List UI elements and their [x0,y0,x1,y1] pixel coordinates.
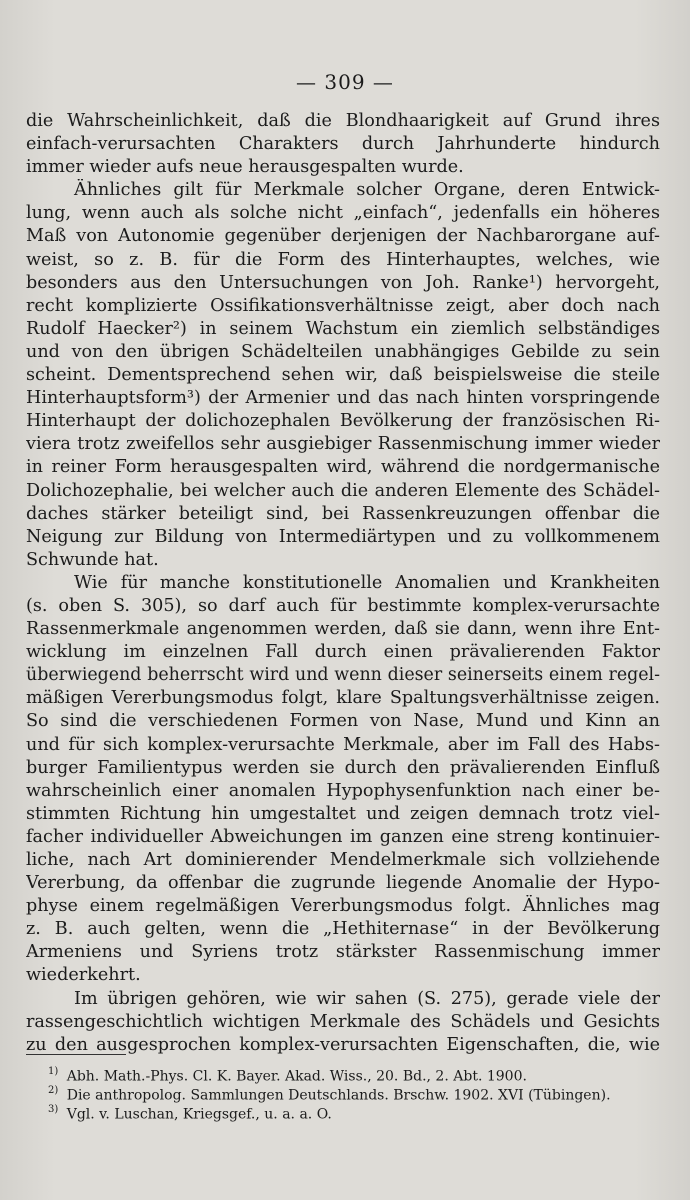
footnote-text: Die anthropolog. Sammlungen Deutschlands. Brschw. 1902. XVI (Tübingen). [66,1087,611,1104]
text-line: und von den übrigen Schädelteilen unabhängiges Gebilde zu sein [26,341,660,362]
footnote [48,1082,648,1104]
text-line: facher individueller Abweichungen im ganzen eine streng kontinuier- [26,826,660,847]
text-line: Hinterhauptsform³) der Armenier und das nach hinten vorspringende [26,388,660,409]
text-line: viera trotz zweifellos sehr ausgiebiger Rassenmischung immer wieder [26,434,660,455]
text-line: (s. oben S. 305), so darf auch für bestimmte komplex-verursachte [26,595,660,616]
text-line: mäßigen Vererbungsmodus folgt, klare Spaltungsverhältnisse zeigen. [26,688,660,709]
text-line: wiederkehrt. [26,965,141,986]
text-line: daches stärker beteiligt sind, bei Rassenkreuzungen offenbar die [26,503,660,524]
text-line: in reiner Form herausgespalten wird, während die nordgermanische [26,457,660,478]
text-line: Rudolf Haecker²) in seinem Wachstum ein ziemlich selbständiges [26,318,660,339]
footnote-mark: 3) [48,1104,59,1115]
text-line: Wie für manche konstitutionelle Anomalien und Krankheiten [74,572,660,593]
text-line: wahrscheinlich einer anomalen Hypophysenfunktion nach einer be- [26,780,660,801]
text-line: Schwunde hat. [26,549,159,570]
footnote-divider [26,1054,126,1055]
text-line: besonders aus den Untersuchungen von Joh. Ranke¹) hervorgeht, [26,272,660,293]
text-line: Armeniens und Syriens trotz stärkster Rassenmischung immer [26,942,660,963]
text-line: Ähnliches gilt für Merkmale solcher Organe, deren Entwick- [74,180,660,201]
text-line: liche, nach Art dominierender Mendelmerkmale sich vollziehende [26,850,660,870]
text-line: Neigung zur Bildung von Intermediärtypen und zu vollkommenem [26,526,660,547]
text-line: So sind die verschiedenen Formen von Nase, Mund und Kinn an [26,711,660,732]
page-number: — 309 — [296,70,394,94]
text-line: physe einem regelmäßigen Vererbungsmodus folgt. Ähnliches mag [26,896,660,917]
text-line: recht komplizierte Ossifikationsverhältnisse zeigt, aber doch nach [26,295,660,316]
text-line: rassengeschichtlich wichtigen Merkmale des Schädels und Gesichts [26,1011,660,1032]
footnote-text: Abh. Math.-Phys. Cl. K. Bayer. Akad. Wiss., 20. Bd., 2. Abt. 1900. [66,1068,527,1085]
text-line: Maß von Autonomie gegenüber derjenigen der Nachbarorgane auf- [26,226,660,247]
body-text [26,110,660,1057]
text-line: z. B. auch gelten, wenn die „Hethiternase“ in der Bevölkerung [26,919,660,940]
footnote-text: Vgl. v. Luschan, Kriegsgef., u. a. a. O. [66,1106,332,1123]
text-line: scheint. Dementsprechend sehen wir, daß beispielsweise die steile [26,365,660,386]
text-line: stimmten Richtung hin umgestaltet und zeigen demnach trotz viel- [26,803,660,824]
text-line: Hinterhaupt der dolichozephalen Bevölkerung der französischen Ri- [26,411,660,432]
text-line: Rassenmerkmale angenommen werden, daß sie dann, wenn ihre Ent- [26,619,660,640]
text-line: Vererbung, da offenbar die zugrunde liegende Anomalie der Hypo- [26,873,660,894]
text-line: burger Familientypus werden sie durch den prävalierenden Einfluß [26,757,660,778]
text-line: Dolichozephalie, bei welcher auch die anderen Elemente des Schädel- [26,480,660,501]
text-line: immer wieder aufs neue herausgespalten wurde. [26,157,464,178]
footnote [48,1063,648,1085]
text-line: überwiegend beherrscht wird und wenn dieser seinerseits einem regel- [26,665,660,686]
text-line: wicklung im einzelnen Fall durch einen prävalierenden Faktor [26,642,660,663]
text-line: einfach-verursachten Charakters durch Jahrhunderte hindurch [26,134,660,155]
text-line: die Wahrscheinlichkeit, daß die Blondhaarigkeit auf Grund ihres [26,111,660,131]
text-line: lung, wenn auch als solche nicht „einfach“, jedenfalls ein höheres [26,203,660,224]
footnote-mark: 1) [48,1066,59,1077]
text-line: Im übrigen gehören, wie wir sahen (S. 275), gerade viele der [74,988,660,1009]
text-line: weist, so z. B. für die Form des Hinterhauptes, welches, wie [26,249,660,270]
footnote-mark: 2) [48,1085,59,1096]
footnotes [48,1063,648,1123]
text-line: zu den ausgesprochen komplex-verursachten Eigenschaften, die, wie [26,1034,660,1055]
text-line: und für sich komplex-verursachte Merkmale, aber im Fall des Habs- [26,734,660,755]
